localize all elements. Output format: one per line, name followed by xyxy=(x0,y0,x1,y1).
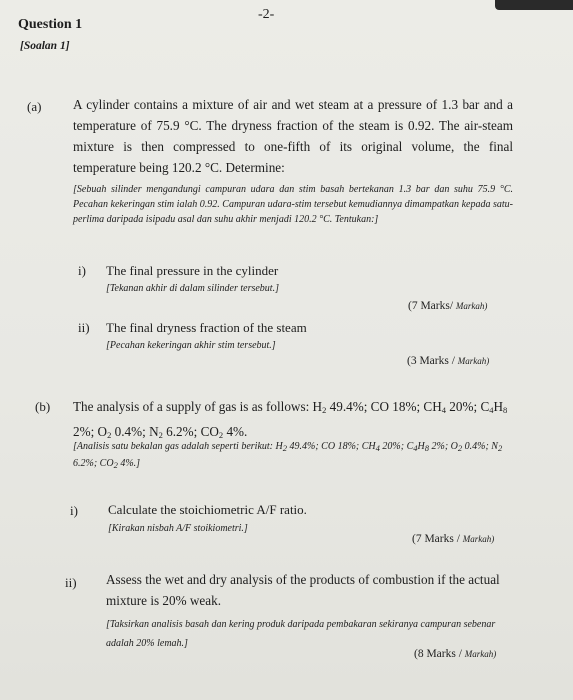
part-a-i-marks: (7 Marks/ Markah) xyxy=(408,300,488,312)
part-b-i-label: i) xyxy=(70,503,78,518)
part-b-label: (b) xyxy=(35,399,51,414)
part-b-text: The analysis of a supply of gas is as follows: $H_2$ 49.4%; CO 18%; $CH_4$ 20%; $C_4H_8$ 2%; $O_2$ 0.4%; $N_2$ 6.2%; $CO_2$ 4%. xyxy=(73,399,508,440)
part-a-i-text: The final pressure in the cylinder xyxy=(106,263,279,278)
part-b-ii-label: ii) xyxy=(65,575,77,590)
part-a-ii-text: The final dryness fraction of the steam xyxy=(106,320,307,335)
part-b-ii-text: Assess the wet and dry analysis of the products of combustion if the actual mixture is 20% weak. xyxy=(106,572,500,608)
part-b-i-marks: (7 Marks / Markah) xyxy=(412,533,495,545)
part-b-i-text: Calculate the stoichiometric A/F ratio. xyxy=(108,502,307,517)
part-b-i-text-malay: [Kirakan nisbah A/F stoikiometri.] xyxy=(108,523,248,534)
part-a-text: A cylinder contains a mixture of air and wet steam at a pressure of 1.3 bar and a temperature of 75.9 °C. The dryness fraction of the steam is 0.92. The air-steam mixture is then compressed to one-fifth of its original volume, the final temperature being 120.2 °C. Determine: xyxy=(73,97,513,175)
part-a-label: (a) xyxy=(27,99,42,114)
page-corner-mark xyxy=(495,0,573,10)
part-a-i-label: i) xyxy=(78,263,86,278)
part-b-ii-marks: (8 Marks / Markah) xyxy=(414,648,497,660)
part-a-i-text-malay: [Tekanan akhir di dalam silinder tersebut.] xyxy=(106,283,279,294)
part-a-text-malay: [Sebuah silinder mengandungi campuran udara dan stim basah bertekanan 1.3 bar dan suhu 75.9 °C. Pecahan kekeringan stim ialah 0.92. Campuran udara-stim tersebut kemudiannya dimampatkan kepada satu-perlima daripada isipadu asal dan suhu akhir menjadi 120.2 °C. Tentukan:] xyxy=(73,184,513,225)
part-a-ii-text-malay: [Pecahan kekeringan akhir stim tersebut.] xyxy=(106,340,276,351)
page-number: -2- xyxy=(258,7,275,22)
question-title: Question 1 xyxy=(18,17,83,32)
part-a-ii-label: ii) xyxy=(78,320,90,335)
part-a-ii-marks: (3 Marks / Markah) xyxy=(407,355,490,367)
question-subtitle: [Soalan 1] xyxy=(20,40,70,52)
part-b-text-malay: [Analisis satu bekalan gas adalah seperti berikut: $H_2$ 49.4%; CO 18%; $CH_4$ 20%; $C_4H_8$ 2%; $O_2$ 0.4%; $N_2$ 6.2%; $CO_2$ 4%.] xyxy=(73,441,503,470)
part-b-ii-text-malay: [Taksirkan analisis basah dan kering produk daripada pembakaran sekiranya campuran sebenar adalah 20% lemah.] xyxy=(106,619,496,649)
